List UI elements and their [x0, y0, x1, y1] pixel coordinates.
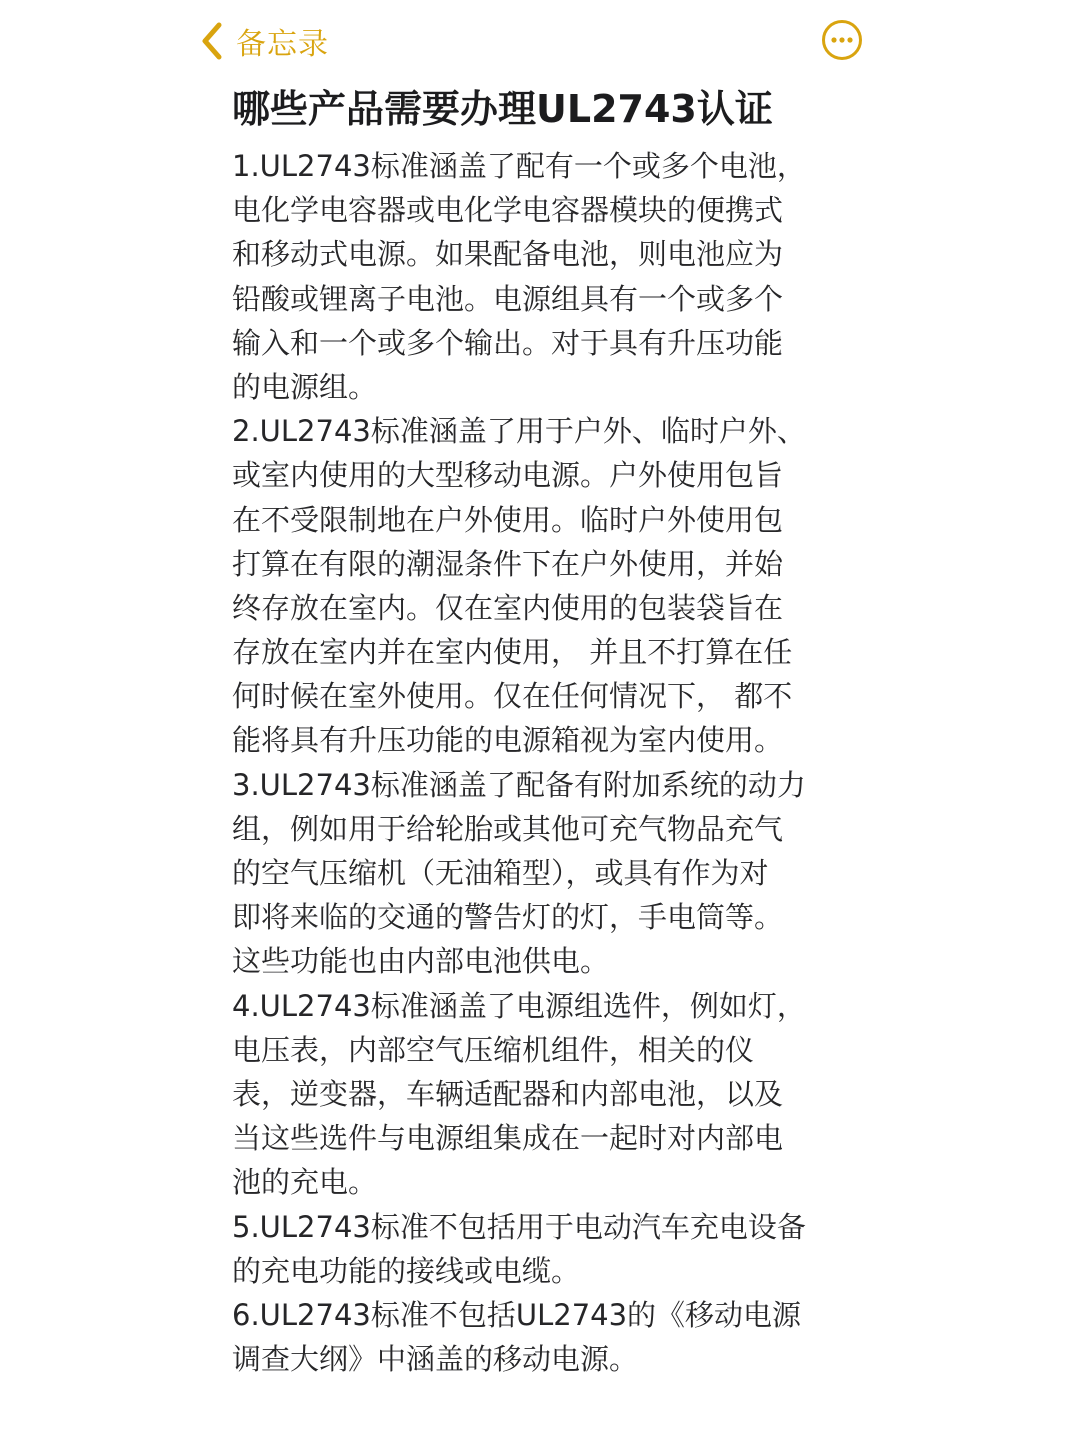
ellipsis-circle-icon — [821, 19, 863, 61]
note-body-line: 3.UL2743标准涵盖了配备有附加系统的动力 — [232, 767, 806, 802]
note-body-line: 能将具有升压功能的电源箱视为室内使用。 — [232, 723, 784, 758]
chevron-left-icon — [196, 18, 230, 64]
navigation-bar — [0, 0, 1080, 82]
note-body-line: 6.UL2743标准不包括UL2743的《移动电源 — [232, 1297, 802, 1332]
note-body-line: 池的充电。 — [232, 1165, 378, 1200]
back-button-label: 备忘录 — [236, 27, 329, 62]
note-body-line: 电化学电容器或电化学电容器模块的便携式 — [232, 193, 784, 228]
note-body-line: 的电源组。 — [232, 369, 378, 404]
back-button[interactable] — [196, 18, 329, 64]
note-body-line: 电压表，内部空气压缩机组件，相关的仪 — [232, 1032, 755, 1067]
note-body-line: 当这些选件与电源组集成在一起时对内部电 — [232, 1121, 784, 1156]
note-body-line: 存放在室内并在室内使用， 并且不打算在任 — [232, 635, 793, 670]
note-body-line: 调查大纲》中涵盖的移动电源。 — [232, 1342, 639, 1377]
note-body-line: 终存放在室内。仅在室内使用的包装袋旨在 — [232, 590, 784, 625]
note-body-line: 4.UL2743标准涵盖了电源组选件，例如灯， — [232, 988, 806, 1023]
note-body-line: 和移动式电源。如果配备电池，则电池应为 — [232, 237, 784, 272]
note-body-line: 这些功能也由内部电池供电。 — [232, 944, 610, 979]
note-content[interactable] — [232, 84, 852, 1381]
note-body-line: 表，逆变器，车辆适配器和内部电池，以及 — [232, 1076, 784, 1111]
note-body-line: 输入和一个或多个输出。对于具有升压功能 — [232, 325, 784, 360]
note-body-line: 或室内使用的大型移动电源。户外使用包旨 — [232, 458, 784, 493]
note-body-line: 打算在有限的潮湿条件下在户外使用，并始 — [232, 546, 784, 581]
note-title: 哪些产品需要办理UL2743认证 — [232, 87, 773, 131]
note-body-line: 1.UL2743标准涵盖了配有一个或多个电池， — [232, 149, 806, 183]
note-body-line: 的充电功能的接线或电缆。 — [232, 1253, 581, 1288]
note-body-line: 何时候在室外使用。仅在任何情况下， 都不 — [232, 679, 793, 714]
note-body-line: 在不受限制地在户外使用。临时户外使用包 — [232, 502, 784, 537]
note-body-line: 5.UL2743标准不包括用于电动汽车充电设备 — [232, 1209, 806, 1244]
note-body-line: 即将来临的交通的警告灯的灯，手电筒等。 — [232, 900, 784, 935]
note-body-line: 铅酸或锂离子电池。电源组具有一个或多个 — [232, 281, 784, 316]
note-body-line: 的空气压缩机（无油箱型），或具有作为对 — [232, 856, 769, 890]
note-body-line: 组，例如用于给轮胎或其他可充气物品充气 — [232, 811, 784, 846]
note-body — [232, 144, 852, 1381]
more-options-button[interactable] — [821, 19, 863, 61]
note-body-line: 2.UL2743标准涵盖了用于户外、临时户外、 — [232, 414, 806, 449]
